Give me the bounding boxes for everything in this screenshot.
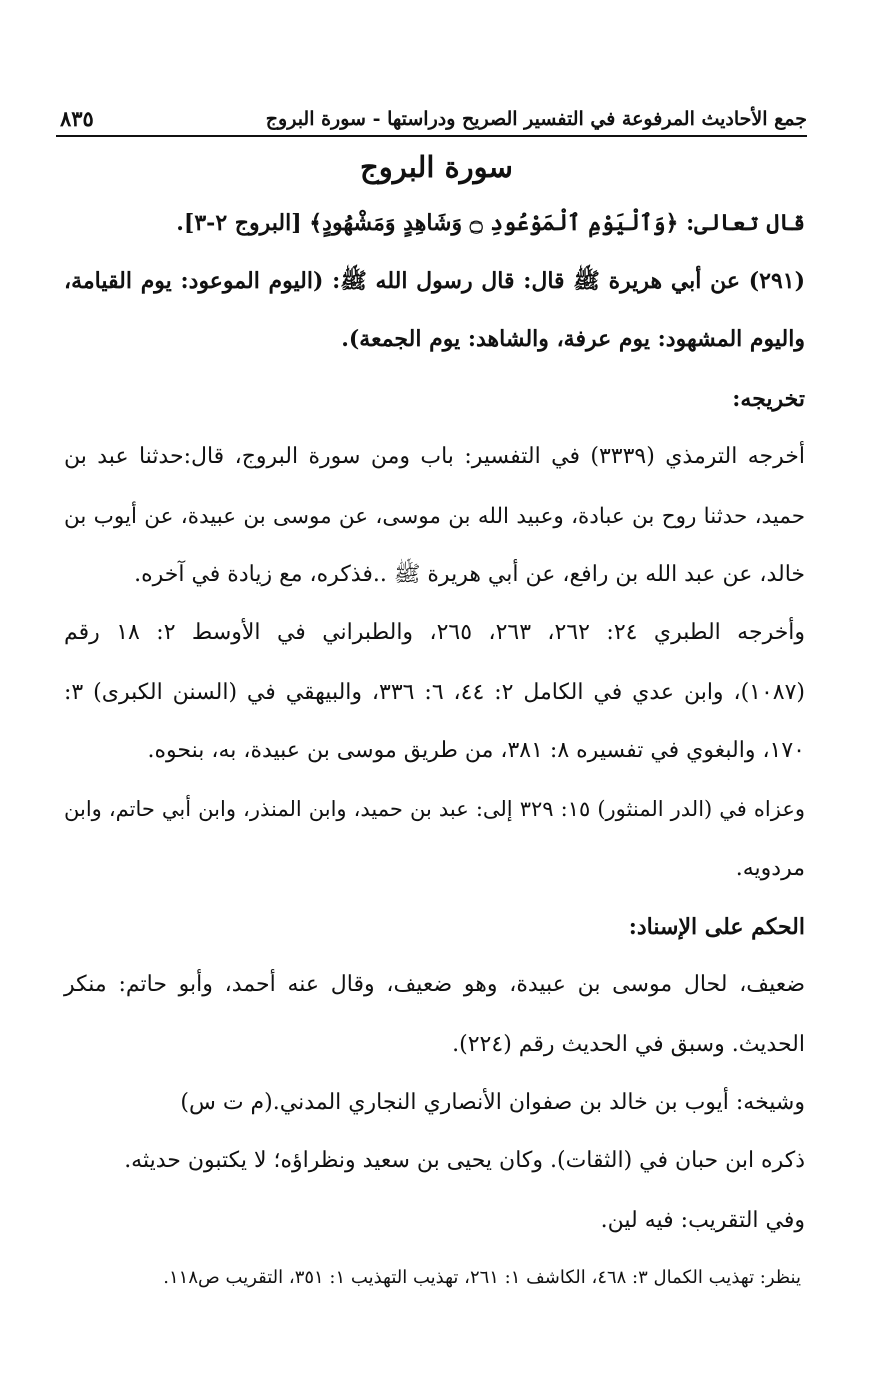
takhrij-p1-line-2: حميد، حدثنا روح بن عبادة، وعبيد الله بن موسى، عن موسى بن عبيدة، عن أيوب بن bbox=[64, 504, 805, 529]
hukm-heading: الحكم على الإسناد: bbox=[628, 914, 805, 940]
shaykh-line-1: وشيخه: أيوب بن خالد بن صفوان الأنصاري النجاري المدني.(م ت س) bbox=[180, 1090, 805, 1115]
takhrij-p2-line-1: وأخرجه الطبري ٢٤: ٢٦٢، ٢٦٣، ٢٦٥، والطبراني في الأوسط ٢: ١٨ رقم bbox=[64, 620, 806, 645]
running-head bbox=[56, 104, 807, 134]
takhrij-p2-line-2: (١٠٨٧)، وابن عدي في الكامل ٢: ٤٤، ٦: ٣٣٦، والبيهقي في (السنن الكبرى) ٣: bbox=[64, 680, 806, 705]
takhrij-p1-line-3: خالد، عن عبد الله بن رافع، عن أبي هريرة ﷺ ..فذكره، مع زيادة في آخره. bbox=[134, 562, 805, 587]
takhrij-heading: تخريجه: bbox=[732, 386, 805, 412]
running-head-title: جمع الأحاديث المرفوعة في التفسير الصريح ودراستها - سورة البروج bbox=[265, 108, 807, 130]
takhrij-p1-line-1: أخرجه الترمذي (٣٣٣٩) في التفسير: باب ومن سورة البروج، قال:حدثنا عبد بن bbox=[64, 444, 805, 469]
hukm-line-1: ضعيف، لحال موسى بن عبيدة، وهو ضعيف، وقال عنه أحمد، وأبو حاتم: منكر bbox=[64, 972, 805, 997]
footnote: ينظر: تهذيب الكمال ٣: ٤٦٨، الكاشف ١: ٢٦١، تهذيب التهذيب ١: ٣٥١، التقريب ص١١٨. bbox=[163, 1267, 801, 1288]
takhrij-p3-line-2: مردويه. bbox=[735, 856, 805, 881]
hadith-line-1: (٢٩١) عن أبي هريرة ﷺ قال: قال رسول الله ﷺ: (اليوم الموعود: يوم القيامة، bbox=[64, 268, 805, 294]
header-rule bbox=[56, 135, 807, 137]
verse-line: قال تعالى: ﴿وَٱلْيَوْمِ ٱلْمَوْعُودِ ۝ وَشَاهِدٍ وَمَشْهُودٍ﴾ [البروج ٢-٣]. bbox=[176, 210, 805, 236]
surah-title: سورة البروج bbox=[360, 150, 513, 184]
hadith-line-2: واليوم المشهود: يوم عرفة، والشاهد: يوم الجمعة). bbox=[341, 326, 805, 352]
takhrij-p2-line-3: ١٧٠، والبغوي في تفسيره ٨: ٣٨١، من طريق موسى بن عبيدة، به، بنحوه. bbox=[147, 738, 805, 763]
page-number: ٨٣٥ bbox=[60, 106, 94, 131]
shaykh-line-2: ذكره ابن حبان في (الثقات). وكان يحيى بن سعيد ونظراؤه؛ لا يكتبون حديثه. bbox=[124, 1148, 805, 1173]
shaykh-line-3: وفي التقريب: فيه لين. bbox=[600, 1208, 805, 1233]
hukm-line-2: الحديث. وسبق في الحديث رقم (٢٢٤). bbox=[452, 1032, 805, 1057]
takhrij-p3-line-1: وعزاه في (الدر المنثور) ١٥: ٣٢٩ إلى: عبد بن حميد، وابن المنذر، وابن أبي حاتم، وابن bbox=[64, 797, 805, 821]
